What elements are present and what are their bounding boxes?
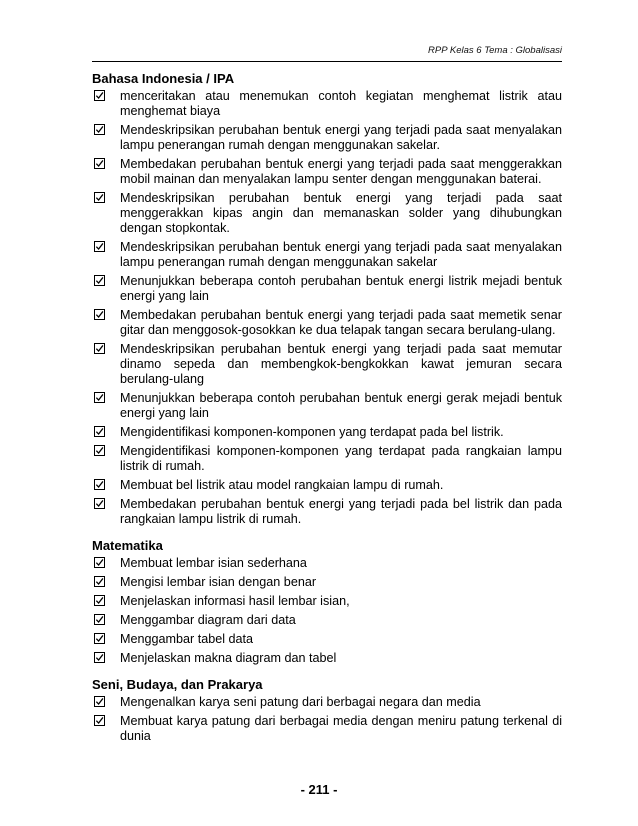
list-item — [92, 613, 562, 628]
header-divider — [92, 61, 562, 62]
list-item — [92, 308, 562, 338]
list-item-text: Menjelaskan makna diagram dan tabel — [120, 651, 337, 665]
checkbox-checked-icon — [94, 124, 105, 135]
checkbox-checked-icon — [94, 557, 105, 568]
checkbox-checked-icon — [94, 479, 105, 490]
objective-list — [92, 89, 562, 527]
document-body — [92, 70, 562, 754]
list-item — [92, 651, 562, 666]
list-item-text: Mendeskripsikan perubahan bentuk energi yang terjadi pada saat menyalakan lampu penerangan rumah dengan menggunakan sakelar — [120, 240, 562, 269]
list-item-text: Menunjukkan beberapa contoh perubahan bentuk energi gerak mejadi bentuk energi yang lain — [120, 391, 562, 420]
list-item — [92, 497, 562, 527]
checkbox-checked-icon — [94, 633, 105, 644]
objective-list — [92, 556, 562, 666]
checkbox-checked-icon — [94, 595, 105, 606]
list-item — [92, 556, 562, 571]
list-item-text: Membuat bel listrik atau model rangkaian lampu di rumah. — [120, 478, 444, 492]
list-item — [92, 191, 562, 236]
list-item-text: Mendeskripsikan perubahan bentuk energi yang terjadi pada saat menggerakkan kipas angin dan memanaskan solder yang dihubungkan dengan stopkontak. — [120, 191, 562, 235]
checkbox-checked-icon — [94, 576, 105, 587]
list-item-text: Membedakan perubahan bentuk energi yang terjadi pada saat memetik senar gitar dan menggosok-gosokkan ke dua telapak tangan secara berulang-ulang. — [120, 308, 562, 337]
list-item-text: Membuat karya patung dari berbagai media dengan meniru patung terkenal di dunia — [120, 714, 562, 743]
list-item-text: Menggambar diagram dari data — [120, 613, 296, 627]
section — [92, 676, 562, 744]
checkbox-checked-icon — [94, 696, 105, 707]
list-item — [92, 594, 562, 609]
list-item — [92, 478, 562, 493]
section — [92, 537, 562, 666]
list-item-text: Membedakan perubahan bentuk energi yang terjadi pada bel listrik dan pada rangkaian lampu listrik di rumah. — [120, 497, 562, 526]
checkbox-checked-icon — [94, 275, 105, 286]
checkbox-checked-icon — [94, 652, 105, 663]
list-item-text: Mengidentifikasi komponen-komponen yang terdapat pada bel listrik. — [120, 425, 504, 439]
checkbox-checked-icon — [94, 614, 105, 625]
list-item — [92, 342, 562, 387]
list-item-text: Mengidentifikasi komponen-komponen yang terdapat pada rangkaian lampu listrik di rumah. — [120, 444, 562, 473]
objective-list — [92, 695, 562, 744]
list-item-text: Mengisi lembar isian dengan benar — [120, 575, 317, 589]
list-item — [92, 444, 562, 474]
checkbox-checked-icon — [94, 343, 105, 354]
list-item — [92, 274, 562, 304]
checkbox-checked-icon — [94, 241, 105, 252]
running-header: RPP Kelas 6 Tema : Globalisasi — [428, 45, 562, 56]
list-item — [92, 714, 562, 744]
list-item-text: Mengenalkan karya seni patung dari berbagai negara dan media — [120, 695, 481, 709]
list-item-text: Mendeskripsikan perubahan bentuk energi yang terjadi pada saat memutar dinamo sepeda dan membengkok-bengkokkan kawat jemuran secara berulang-ulang — [120, 342, 562, 386]
checkbox-checked-icon — [94, 392, 105, 403]
list-item-text: Menggambar tabel data — [120, 632, 254, 646]
checkbox-checked-icon — [94, 192, 105, 203]
checkbox-checked-icon — [94, 498, 105, 509]
section-title: Seni, Budaya, dan Prakarya — [92, 677, 263, 692]
section — [92, 70, 562, 527]
list-item-text: Menunjukkan beberapa contoh perubahan bentuk energi listrik mejadi bentuk energi yang lain — [120, 274, 562, 303]
list-item-text: Menjelaskan informasi hasil lembar isian, — [120, 594, 350, 608]
checkbox-checked-icon — [94, 90, 105, 101]
checkbox-checked-icon — [94, 715, 105, 726]
list-item-text: Membedakan perubahan bentuk energi yang terjadi pada saat menggerakkan mobil mainan dan menyalakan lampu senter dengan menggunakan baterai. — [120, 157, 562, 186]
list-item — [92, 89, 562, 119]
list-item-text: Mendeskripsikan perubahan bentuk energi yang terjadi pada saat menyalakan lampu penerangan rumah dengan menggunakan sakelar. — [120, 123, 562, 152]
list-item — [92, 575, 562, 590]
section-title: Bahasa Indonesia / IPA — [92, 71, 235, 86]
checkbox-checked-icon — [94, 158, 105, 169]
list-item — [92, 425, 562, 440]
list-item-text: menceritakan atau menemukan contoh kegiatan menghemat listrik atau menghemat biaya — [120, 89, 562, 118]
checkbox-checked-icon — [94, 445, 105, 456]
list-item — [92, 391, 562, 421]
list-item — [92, 123, 562, 153]
list-item — [92, 157, 562, 187]
list-item — [92, 240, 562, 270]
checkbox-checked-icon — [94, 309, 105, 320]
list-item-text: Membuat lembar isian sederhana — [120, 556, 307, 570]
list-item — [92, 695, 562, 710]
page-number: - 211 - — [300, 782, 338, 797]
list-item — [92, 632, 562, 647]
section-title: Matematika — [92, 538, 163, 553]
checkbox-checked-icon — [94, 426, 105, 437]
